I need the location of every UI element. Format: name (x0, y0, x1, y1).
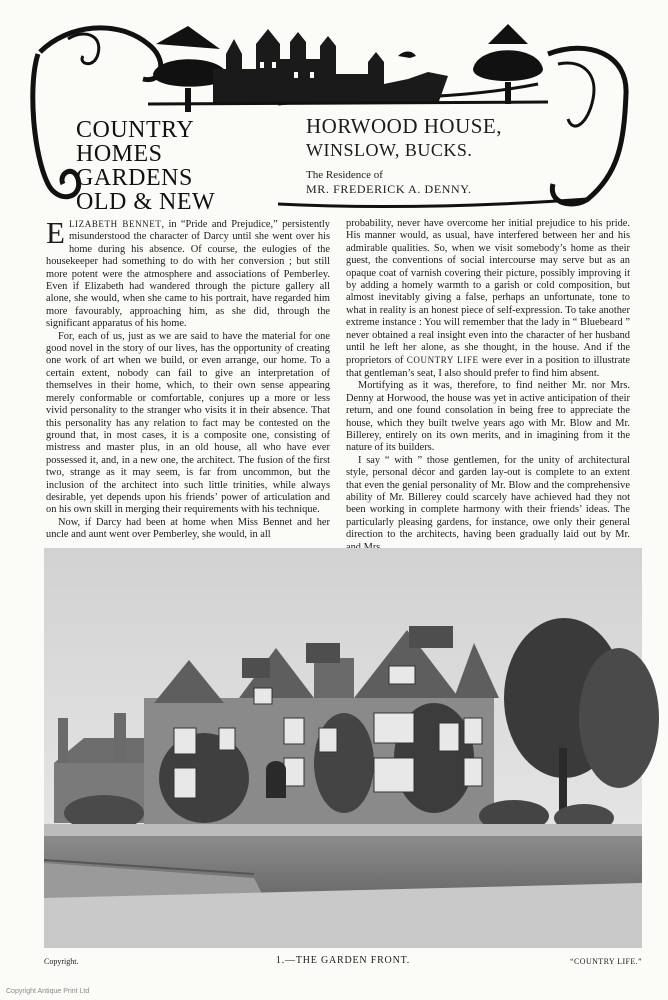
paragraph (346, 218, 630, 380)
paragraph: Now, if Darcy had been at home when Miss Bennet and her uncle and aunt went over Pemberley, she would, in all (46, 516, 330, 541)
watermark: Copyright Antique Print Ltd (6, 988, 90, 995)
paragraph (46, 215, 330, 331)
house-location: WINSLOW, BUCKS. (306, 140, 473, 160)
residence-line (306, 168, 606, 197)
masthead (28, 14, 640, 214)
lead-in: LIZABETH BENNET (68, 219, 162, 229)
series-title-line: GARDENS (76, 165, 193, 191)
paragraph-text: were ever in a position to illustrate that gentleman’s seat, I also should prefer to find him absent. (346, 355, 630, 379)
paragraph: I say “ with ” those gentlemen, for the unity of architectural style, personal décor and garden lay-out is complete to an extent that even the genial personality of Mr. Blow and the comprehensive ability of Mr. Billerey could scarcely have achieved had they not been working in complete harmony with their friends’ ideas. The particularly pleasing gardens, for instance, owe only their general direction to the architects, having been gradually laid out by Mr. (346, 454, 630, 541)
series-title-line: COUNTRY (76, 117, 195, 143)
paragraph: Mortifying as it was, therefore, to find neither Mr. nor Mrs. Denny at Horwood, the house was yet in active anticipation of their return, and one found consolation in being free to appreciate the house, which they built twelve years ago with Mr. Blow and Mr. Billerey, entirely on its own merits, and in imagining from it the nature of its builders. (346, 380, 630, 454)
photo-credit: “COUNTRY LIFE.” (570, 957, 642, 966)
figure-caption: 1.—THE GARDEN FRONT. (275, 955, 411, 966)
figure-caption-row (44, 955, 642, 971)
paragraph-text: , in “Pride and Prejudice,” persistently misunderstood the character of Darcy until she went over his home during his absence. Of course, the eulogies of the housekeeper had something to do with her conversion ; but still more potent were the atmosphere and associations of Pemberley. Even if Elizabeth had wandered through the picture gallery all alone, she would, when she came to his portrait, have regarded him more favourably, approaching him, as she did, through the significant apparatus of his home. (46, 219, 330, 330)
text-column-left (46, 215, 330, 542)
paragraph: For, each of us, just as we are said to have the material for one good novel in the story of our lives, has the opportunity of creating one work of art when we build, or even arrange, our home. To a certain extent, nobody can fail to give an interpretation of themselves in their home, which, to their own sense appearing merely conformable or comfortable, conjures up a more or less vivid personality to the stranger who visits it in their absence. That this personality has any relation to fact may be contested on the ground that, in most cases, it is a composite one, consisting of mistress and master plus, in an old house, all who have ever possessed it, and, in a new one, the architect. The fusion of the first two, strange as it may seem, is far from uncommon, but the inclusion of the architect into such little trinities, while always desirable, yet depends upon his friends’ power of articulation and on his own skill in merging their requirements with his technique. (46, 330, 330, 516)
series-title-line: OLD & NEW (76, 189, 216, 215)
drop-cap: E (46, 215, 65, 250)
house-name: HORWOOD HOUSE, (306, 114, 502, 138)
owner-name: MR. FREDERICK A. DENNY. (306, 182, 472, 196)
text-column-right (346, 218, 630, 542)
copyright-credit: Copyright. (44, 957, 79, 966)
paragraph-text: probability, never have overcome her initial prejudice to his pride. His manner would, as usual, have interfered between her and his admirable qualities. So, when we visit somebody’s home as their guest, the conventions of social intercourse may serve but as an opaque coat of varnish covering their picture, possibly improving it by adding a homely warmth to a garish or cold composition, but almost inevitably giving a false, perhaps an unfortunate, tone to what in reality is an honest piece of self-expression. To take another extreme instance : You will remember that the lady in “ Bluebeard ” never obtained a real insight even into the character of her husband until he left her alone, as she thought, in the house. And if the proprietors of (346, 218, 630, 367)
residence-label: The Residence of (306, 169, 383, 181)
article-heading (306, 114, 606, 197)
series-title-line: HOMES (76, 141, 163, 167)
garden-front-photograph (44, 548, 642, 948)
series-title (76, 118, 286, 214)
magazine-name: COUNTRY LIFE (406, 355, 479, 366)
